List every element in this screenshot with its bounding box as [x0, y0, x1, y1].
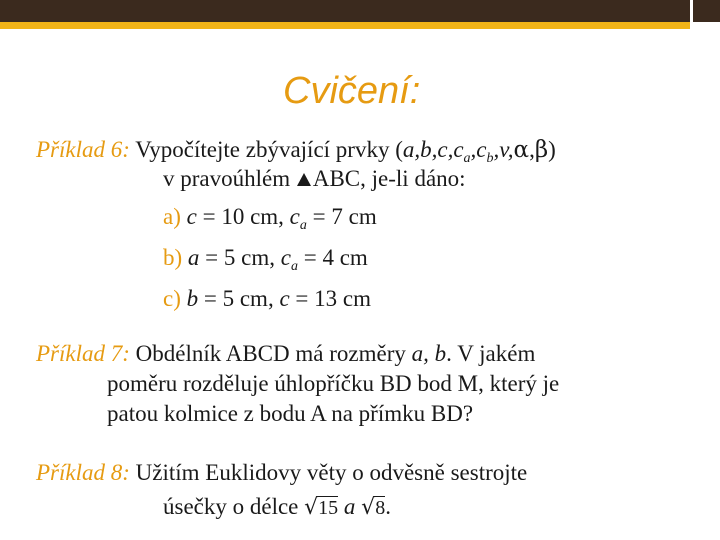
header-accent-stripe — [0, 22, 690, 29]
example-7-line-2: poměru rozděluje úhlopříčku BD bod M, který je — [107, 371, 560, 396]
item-a-text2: = 7 cm — [306, 204, 377, 229]
example-6-item-b — [163, 245, 368, 274]
example-6-item-c — [163, 287, 371, 310]
example-6-close: ) — [548, 137, 556, 162]
item-a-var1: c — [186, 204, 197, 229]
example-6-params: a,b,c,c — [402, 137, 464, 162]
example-8-line-1 — [36, 461, 527, 484]
example-7-vars: a, b — [411, 341, 447, 366]
example-6-intro-text: Vypočítejte zbývající prvky ( — [135, 137, 403, 162]
example-8-line2-text: úsečky o délce — [163, 494, 305, 519]
example-6-item-a — [163, 204, 377, 233]
item-c-var1: b — [186, 286, 199, 311]
item-c-label: c) — [163, 286, 181, 311]
item-a-text1: = 10 cm, — [196, 204, 290, 229]
alpha-symbol: α — [513, 137, 530, 163]
example-6-label: Příklad 6: — [36, 137, 130, 162]
sqrt-icon: √ — [361, 495, 376, 520]
radicand-15: 15 — [318, 497, 339, 519]
radicand-8: 8 — [375, 497, 386, 519]
item-c-var2: c — [279, 286, 290, 311]
item-b-var1: a — [187, 245, 200, 270]
conjunction-a: a — [343, 494, 356, 519]
example-6-line-1 — [36, 137, 556, 166]
item-a-sub: a — [299, 218, 307, 233]
example-8-period: . — [385, 494, 391, 519]
example-6-line-2 — [163, 167, 466, 190]
item-b-text1: = 5 cm, — [199, 245, 281, 270]
page-title: Cvičení: — [283, 70, 421, 112]
beta-symbol: β — [534, 137, 549, 163]
item-a-label: a) — [163, 204, 181, 229]
item-b-text2: = 4 cm — [297, 245, 368, 270]
sqrt-icon: √ — [304, 495, 319, 520]
item-c-text2: = 13 cm — [289, 286, 371, 311]
example-6-comma: , — [529, 137, 535, 162]
item-c-text1: = 5 cm, — [198, 286, 280, 311]
example-7-label: Příklad 7: — [36, 341, 130, 366]
example-6-sep2: ,v, — [493, 137, 514, 162]
example-8-text: Užitím Euklidovy věty o odvěsně sestrojte — [135, 460, 528, 485]
header-corner-block — [693, 0, 720, 22]
item-b-sub: a — [290, 259, 298, 274]
example-7-text-a: Obdélník ABCD má rozměry — [135, 341, 412, 366]
example-7-line-3: patou kolmice z bodu A na přímku BD? — [107, 401, 474, 426]
header-bar — [0, 0, 690, 22]
example-6-sub-a: a — [463, 151, 471, 166]
example-8-line-2 — [163, 495, 391, 519]
example-6-line2-pre: v pravoúhlém — [163, 166, 296, 191]
example-8-label: Příklad 8: — [36, 460, 130, 485]
example-7-line-1 — [36, 342, 535, 365]
item-b-label: b) — [163, 245, 183, 270]
example-6-line2-post: ABC, je-li dáno: — [312, 166, 466, 191]
item-a-var2: c — [289, 204, 300, 229]
item-b-var2: c — [280, 245, 291, 270]
example-6-sub-b: b — [486, 151, 494, 166]
example-7-text-b: . V jakém — [446, 341, 536, 366]
triangle-icon — [297, 173, 311, 186]
example-6-sep1: ,c — [470, 137, 487, 162]
